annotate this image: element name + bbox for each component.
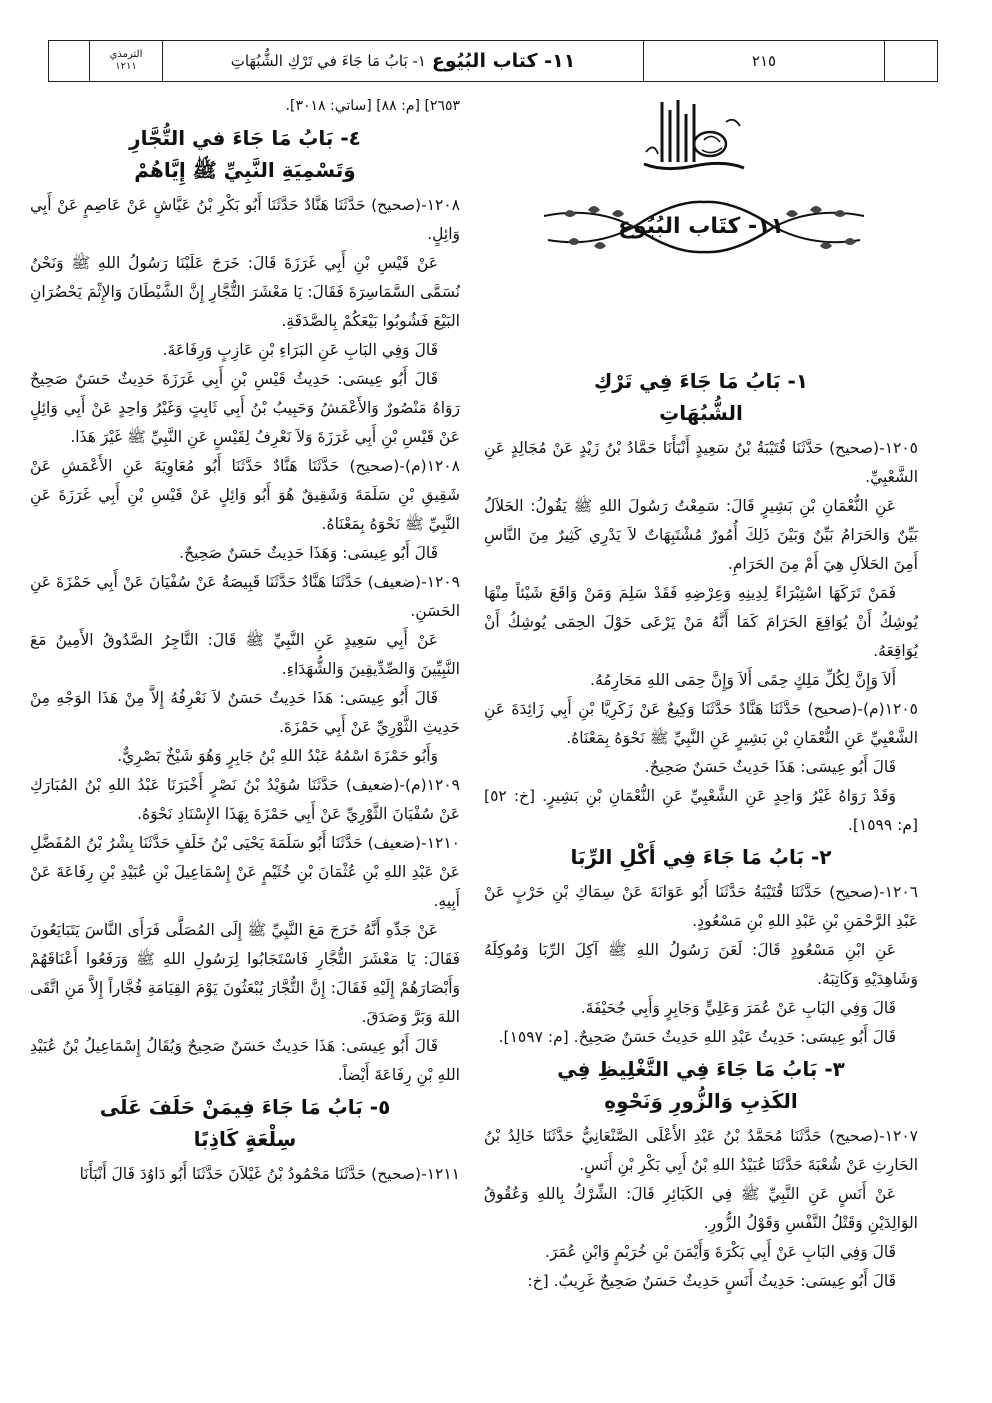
hadith-1208m-isnad: ١٢٠٨(م)-(صحيح) حَدَّثَنَا هَنَّادٌ حَدَّثَنَا أَبُو مُعَاوِيَةَ عَنِ الأَعْمَشِ عَنْ شَقِيقِ بْنِ سَلَمَةَ وَشَقِيقٌ هُوَ أَبُو وَائِلٍ عَنْ قَيْسِ بْنِ أَبِي غَرَزَةَ عَنِ النَّبِيِّ ﷺ نَحْوَهُ بِمَعْنَاهُ.	[30, 457, 460, 533]
hadith-1209-matn: عَنْ أَبِي سَعِيدٍ عَنِ النَّبِيِّ ﷺ قَالَ: التَّاجِرُ الصَّدُوقُ الأَمِينُ مَعَ النَّبِيِّينَ وَالصِّدِّيقِينَ وَالشُّهَدَاءِ.	[30, 631, 460, 678]
hadith-1206-grading: قَالَ أَبُو عِيسَى: حَدِيثُ عَبْدِ اللهِ حَدِيثٌ حَسَنٌ صَحِيحٌ. [م: ١٥٩٧].	[498, 1028, 896, 1046]
chapter-heading-2: ٢- بَابُ مَا جَاءَ فِي أَكْلِ الرِّبَا	[570, 845, 832, 869]
chapter-heading-4-line2: وَتَسْمِيَةِ النَّبِيِّ ﷺ إِيَّاهُمْ	[134, 158, 356, 182]
hadith-1205-matn: عَنِ النُّعْمَانِ بْنِ بَشِيرٍ قَالَ: سَمِعْتُ رَسُولَ اللهِ ﷺ يَقُولُ: الحَلاَلُ بَيِّنٌ وَالحَرَامُ بَيِّنٌ وَبَيْنَ ذَلِكَ أُمُورٌ مُشْتَبِهَاتٌ لاَ يَدْرِي كَثِيرٌ مِنَ النَّاسِ أَمِنَ الحَلاَلِ هِيَ أَمْ مِنَ الحَرَامِ.	[484, 497, 918, 573]
header-blank-cell	[49, 41, 89, 81]
hadith-1207-chapter-note: قَالَ وَفِي البَابِ عَنْ أَبِي بَكْرَةَ وَأَيْمَنَ بْنِ خُرَيْمٍ وَابْنِ عُمَرَ.	[545, 1243, 896, 1261]
hadith-1206-matn: عَنِ ابْنِ مَسْعُودٍ قَالَ: لَعَنَ رَسُولُ اللهِ ﷺ آكِلَ الرِّبَا وَمُوكِلَهُ وَشَاهِدَيْهِ وَكَاتِبَهُ.	[484, 941, 918, 988]
hadith-1208-isnad: ١٢٠٨-(صحيح) حَدَّثَنَا هَنَّادٌ حَدَّثَنَا أَبُو بَكْرِ بْنُ عَيَّاشٍ عَنْ عَاصِمٍ عَنْ أَبِي وَائِلٍ.	[30, 196, 460, 243]
chapter-heading-3-line2: الكَذِبِ وَالزُّورِ وَنَحْوِهِ	[604, 1089, 798, 1113]
hadith-1205-narration-note: وَقَدْ رَوَاهُ غَيْرُ وَاحِدٍ عَنِ الشَّعْبِيِّ عَنِ النُّعْمَانِ بْنِ بَشِيرٍ. [خ: ٥٢] [م: ١٥٩٩].	[484, 787, 918, 834]
header-reference	[89, 41, 162, 81]
hadith-1208-grading: قَالَ أَبُو عِيسَى: حَدِيثُ قَيْسِ بْنِ أَبِي غَرَزَةَ حَدِيثٌ حَسَنٌ صَحِيحٌ رَوَاهُ مَنْصُورٌ وَالأَعْمَشُ وَحَبِيبُ بْنُ أَبِي ثَابِتٍ وَغَيْرُ وَاحِدٍ عَنْ أَبِي وَائِلٍ عَنْ قَيْسِ بْنِ أَبِي غَرَزَةَ وَلاَ نَعْرِفُ لِقَيْسٍ عَنِ النَّبِيِّ ﷺ غَيْرَ هَذَا.	[30, 370, 460, 446]
bismillah-calligraphy	[634, 92, 754, 182]
source-reference: ٢٦٥٣] [م: ٨٨] [ساتي: ٣٠١٨].	[285, 98, 460, 114]
left-column	[30, 92, 460, 1189]
narrator-note: وَأَبُو حَمْزَةَ اسْمُهُ عَبْدُ اللهِ بْنُ جَابِرٍ وَهُوَ شَيْخٌ بَصْرِيٌّ.	[117, 747, 438, 765]
hadith-1205-matn-end: أَلاَ وَإِنَّ لِكُلِّ مَلِكٍ حِمًى أَلاَ وَإِنَّ حِمَى اللهِ مَحَارِمُهُ.	[590, 671, 896, 689]
hadith-1207-matn: عَنْ أَنَسٍ عَنِ النَّبِيِّ ﷺ فِي الكَبَائِرِ قَالَ: الشِّرْكُ بِاللهِ وَعُقُوقُ الوَالِدَيْنِ وَقَتْلُ النَّفْسِ وَقَوْلُ الزُّورِ.	[484, 1185, 918, 1232]
hadith-1209m-isnad: ١٢٠٩(م)-(ضعيف) حَدَّثَنَا سُوَيْدُ بْنُ نَصْرٍ أَخْبَرَنَا عَبْدُ اللهِ بْنُ المُبَارَكِ عَنْ سُفْيَانَ الثَّوْرِيِّ عَنْ أَبِي حَمْزَةَ بِهَذَا الإِسْنَادِ نَحْوَهُ.	[30, 776, 460, 823]
hadith-1208m-grading: قَالَ أَبُو عِيسَى: وَهَذَا حَدِيثٌ حَسَنٌ صَحِيحٌ.	[179, 544, 438, 562]
hadith-1208-chapter-note: قَالَ وَفِي البَابِ عَنِ البَرَاءِ بْنِ عَازِبٍ وَرِفَاعَةَ.	[162, 341, 438, 359]
header-title	[162, 41, 643, 81]
header-blank-cell	[884, 41, 937, 81]
hadith-1209-grading: قَالَ أَبُو عِيسَى: هَذَا حَدِيثٌ حَسَنٌ لاَ نَعْرِفُهُ إِلاَّ مِنْ هَذَا الوَجْهِ مِنْ حَدِيثِ الثَّوْرِيِّ عَنْ أَبِي حَمْزَةَ.	[30, 689, 460, 736]
hadith-1211-isnad: ١٢١١-(صحيح) حَدَّثَنَا مَحْمُودُ بْنُ غَيْلاَنَ حَدَّثَنَا أَبُو دَاوُدَ قَالَ أَنْبَأَنَا	[79, 1165, 460, 1183]
chapter-heading-3: ٣- بَابُ مَا جَاءَ فِي التَّغْلِيظِ فِي	[557, 1057, 845, 1081]
chapter-heading-1: ١- بَابُ مَا جَاءَ فِي تَرْكِ	[593, 369, 809, 393]
hadith-1210-isnad: ١٢١٠-(ضعيف) حَدَّثَنَا أَبُو سَلَمَةَ يَحْيَى بْنُ خَلَفٍ حَدَّثَنَا بِشْرُ بْنُ المُفَضَّلِ عَنْ عَبْدِ اللهِ بْنِ عُثْمَانَ بْنِ خُثَيْمٍ عَنْ إِسْمَاعِيلَ بْنِ عُبَيْدِ بْنِ رِفَاعَةَ عَنْ أَبِيهِ.	[30, 834, 460, 910]
header-ref-number: ١٢١١	[115, 61, 137, 72]
hadith-1206-chapter-note: قَالَ وَفِي البَابِ عَنْ عُمَرَ وَعَلِيٍّ وَجَابِرٍ وَأَبِي جُحَيْفَةَ.	[580, 999, 896, 1017]
hadith-1205-matn-cont: فَمَنْ تَرَكَهَا اسْتِبْرَاءً لِدِينِهِ وَعِرْضِهِ فَقَدْ سَلِمَ وَمَنْ وَاقَعَ شَيْئاً مِنْهَا يُوشِكُ أَنْ يُوَاقِعَ الحَرَامَ كَمَا أَنَّهُ مَنْ يَرْعَى حَوْلَ الحِمَى يُوشِكُ أَنْ يُوَاقِعَهُ.	[484, 584, 918, 660]
hadith-1206-isnad: ١٢٠٦-(صحيح) حَدَّثَنَا قُتَيْبَةُ حَدَّثَنَا أَبُو عَوَانَةَ عَنْ سِمَاكِ بْنِ حَرْبٍ عَنْ عَبْدِ الرَّحْمَنِ بْنِ عَبْدِ اللهِ بْنِ مَسْعُودٍ.	[484, 883, 918, 930]
book-title: ١١- كتَاب البُيُوع	[617, 214, 785, 239]
hadith-1210-matn: عَنْ جَدِّهِ أَنَّهُ خَرَجَ مَعَ النَّبِيِّ ﷺ إِلَى المُصَلَّى فَرَأَى النَّاسَ يَتَبَايَعُونَ فَقَالَ: يَا مَعْشَرَ التُّجَّارِ فَاسْتَجَابُوا لِرَسُولِ اللهِ ﷺ وَرَفَعُوا أَعْنَاقَهُمْ وَأَبْصَارَهُمْ إِلَيْهِ فَقَالَ: إِنَّ التُّجَّارَ يُبْعَثُونَ يَوْمَ القِيَامَةِ فُجَّاراً إِلاَّ مَنِ اتَّقَى اللهَ وَبَرَّ وَصَدَقَ.	[30, 921, 460, 1026]
chapter-heading-5-line2: سِلْعَةٍ كَاذِبًا	[193, 1127, 297, 1151]
header-ref-book: الترمذي	[109, 49, 143, 60]
running-header	[48, 40, 938, 82]
hadith-1205-grading: قَالَ أَبُو عِيسَى: هَذَا حَدِيثٌ حَسَنٌ صَحِيحٌ.	[644, 758, 896, 776]
hadith-1207-grading: قَالَ أَبُو عِيسَى: حَدِيثُ أَنَسٍ حَدِيثٌ حَسَنٌ صَحِيحٌ غَرِيبٌ. [خ:	[527, 1272, 896, 1290]
hadith-1210-grading: قَالَ أَبُو عِيسَى: هَذَا حَدِيثٌ حَسَنٌ صَحِيحٌ وَيُقَالُ إِسْمَاعِيلُ بْنُ عُبَيْدِ اللهِ بْنِ رِفَاعَةَ أَيْضاً.	[30, 1037, 460, 1084]
hadith-1205m-isnad: ١٢٠٥(م)-(صحيح) حَدَّثَنَا هَنَّادٌ حَدَّثَنَا وَكِيعٌ عَنْ زَكَرِيَّا بْنِ أَبِي زَائِدَةَ عَنِ الشَّعْبِيِّ عَنِ النُّعْمَانِ بْنِ بَشِيرٍ عَنِ النَّبِيِّ ﷺ نَحْوَهُ بِمَعْنَاهُ.	[484, 700, 918, 747]
chapter-heading-4: ٤- بَابُ مَا جَاءَ في التُّجَّارِ	[129, 126, 361, 150]
right-column	[484, 92, 918, 1296]
hadith-1208-matn: عَنْ قَيْسِ بْنِ أَبِي غَرَزَةَ قَالَ: خَرَجَ عَلَيْنَا رَسُولُ اللهِ ﷺ وَنَحْنُ نُسَمَّى السَّمَاسِرَةَ فَقَالَ: يَا مَعْشَرَ التُّجَّارِ إِنَّ الشَّيْطَانَ وَالإِثْمَ يَحْضُرَانِ البَيْعَ فَشُوبُوا بَيْعَكُمْ بِالصَّدَقَةِ.	[30, 254, 460, 330]
header-chapter-title: ١- بَابُ مَا جَاءَ في تَرْكِ الشُّبُهَاتِ	[230, 52, 426, 70]
hadith-1207-isnad: ١٢٠٧-(صحيح) حَدَّثَنَا مُحَمَّدُ بْنُ عَبْدِ الأَعْلَى الصَّنْعَانِيُّ حَدَّثَنَا خَالِدُ بْنُ الحَارِثِ عَنْ شُعْبَةَ حَدَّثَنَا عُبَيْدُ اللهِ بْنُ أَبِي بَكْرِ بْنِ أَنَسٍ.	[484, 1127, 918, 1174]
hadith-1209-isnad: ١٢٠٩-(ضعيف) حَدَّثَنَا هَنَّادٌ حَدَّثَنَا قَبِيصَةُ عَنْ سُفْيَانَ عَنْ أَبِي حَمْزَةَ عَنِ الحَسَنِ.	[30, 573, 460, 620]
page-number: ٢١٥	[643, 41, 884, 81]
header-book-title: ١١- كتاب البُيُوع	[431, 50, 576, 72]
chapter-heading-1-line2: الشُّبُهَاتِ	[659, 401, 743, 425]
chapter-heading-5: ٥- بَابُ مَا جَاءَ فِيمَنْ حَلَفَ عَلَى	[99, 1095, 391, 1119]
book-opening-ornament	[484, 92, 918, 362]
hadith-1205-isnad: ١٢٠٥-(صحيح) حَدَّثَنَا قُتَيْبَةُ بْنُ سَعِيدٍ أَنْبَأَنَا حَمَّادُ بْنُ زَيْدٍ عَنْ مُجَالِدٍ عَنِ الشَّعْبِيِّ.	[484, 439, 918, 486]
